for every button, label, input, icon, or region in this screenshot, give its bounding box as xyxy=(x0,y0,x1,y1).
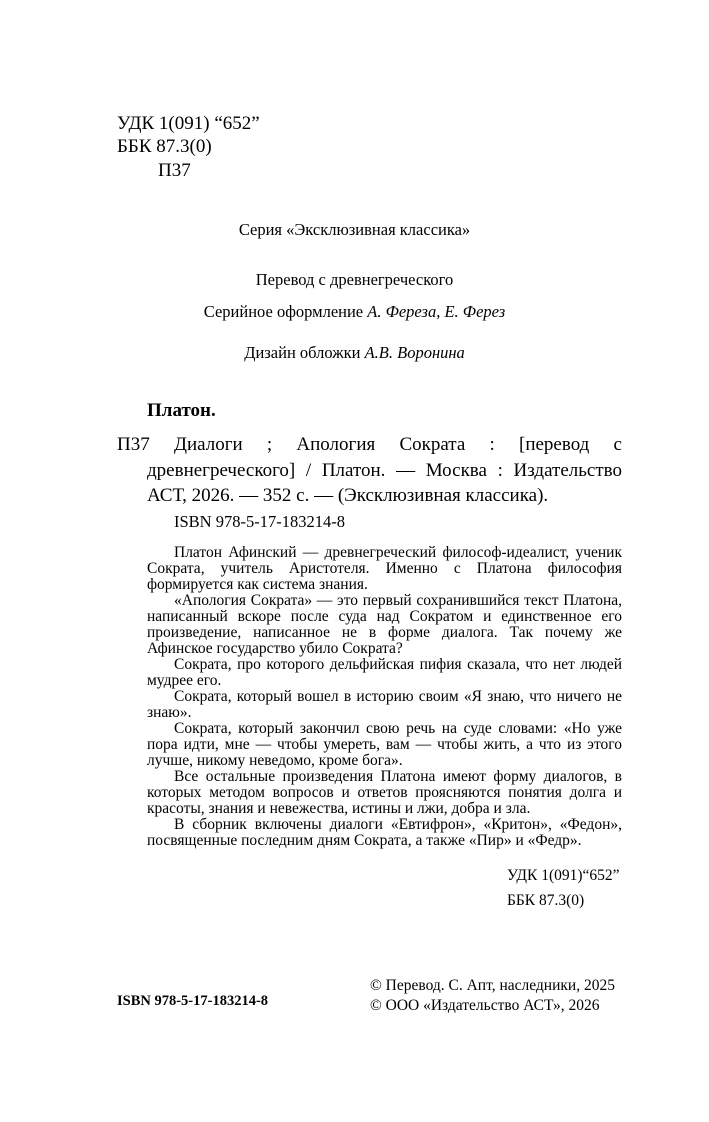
record-author-sign: П37 xyxy=(117,434,150,455)
udk-code: УДК 1(091) “652” xyxy=(117,113,260,134)
cover-credit xyxy=(0,343,709,363)
bbk-code-bottom: ББК 87.3(0) xyxy=(507,892,585,909)
copyright-publisher: © ООО «Издательство АСТ», 2026 xyxy=(370,997,600,1014)
udk-code-bottom: УДК 1(091)“652” xyxy=(507,867,620,884)
annotation-paragraph: Сократа, про которого дельфийская пифия сказала, что нет людей мудрее его. xyxy=(147,656,622,689)
translation-line: Перевод с древнегреческого xyxy=(255,270,454,289)
isbn-bottom: ISBN 978-5-17-183214-8 xyxy=(117,993,269,1009)
series-line: Серия «Эксклюзивная классика» xyxy=(238,220,471,239)
copyright-translation: © Перевод. С. Апт, наследники, 2025 xyxy=(370,977,615,994)
annotation-paragraph: В сборник включены диалоги «Евтифрон», «Критон», «Федон», посвященные последним дням Сократа, а также «Пир» и «Федр». xyxy=(147,816,622,849)
cover-credit-label: Дизайн обложки xyxy=(244,343,365,362)
bbk-code: ББК 87.3(0) xyxy=(117,136,212,157)
design-credit-label: Серийное оформление xyxy=(203,302,368,321)
annotation-paragraph: Все остальные произведения Платона имеют форму диалогов, в которых методом вопросов и ответов проясняются понятия долга и красоты, знания и невежества, истины и лжи, добра и зла. xyxy=(147,768,622,817)
bibliographic-entry: Диалоги ; Апология Сократа : [перевод с древнегреческого] / Платон. — Москва : Издательство АСТ, 2026. — 352 с. — (Эксклюзивная классика). xyxy=(147,434,622,506)
design-credit-names: А. Фереза, Е. Ферез xyxy=(367,302,506,321)
annotation-paragraph: Сократа, который вошел в историю своим «Я знаю, что ничего не знаю». xyxy=(147,688,622,721)
author-sign: П37 xyxy=(158,160,191,181)
record-isbn: ISBN 978-5-17-183214-8 xyxy=(174,512,345,531)
annotation-paragraph: «Апология Сократа» — это первый сохранившийся текст Платона, написанный вскоре после суда над Сократом и единственное его произведение, написанное не в форме диалога. Так почему же Афинское государство убило Сократа? xyxy=(147,592,622,657)
cover-credit-name: А.В. Воронина xyxy=(364,343,465,362)
annotation-paragraph: Сократа, который закончил свою речь на суде словами: «Но уже пора идти, мне — чтобы умереть, вам — чтобы жить, а что из этого лучше, никому неведомо, кроме бога». xyxy=(147,720,622,769)
design-credit xyxy=(0,302,709,322)
record-author-heading: Платон. xyxy=(147,400,216,421)
annotation-paragraph: Платон Афинский — древнегреческий философ-идеалист, ученик Сократа, учитель Аристотеля. Именно с Платона философия формируется как система знания. xyxy=(147,544,622,593)
annotation xyxy=(147,545,622,849)
